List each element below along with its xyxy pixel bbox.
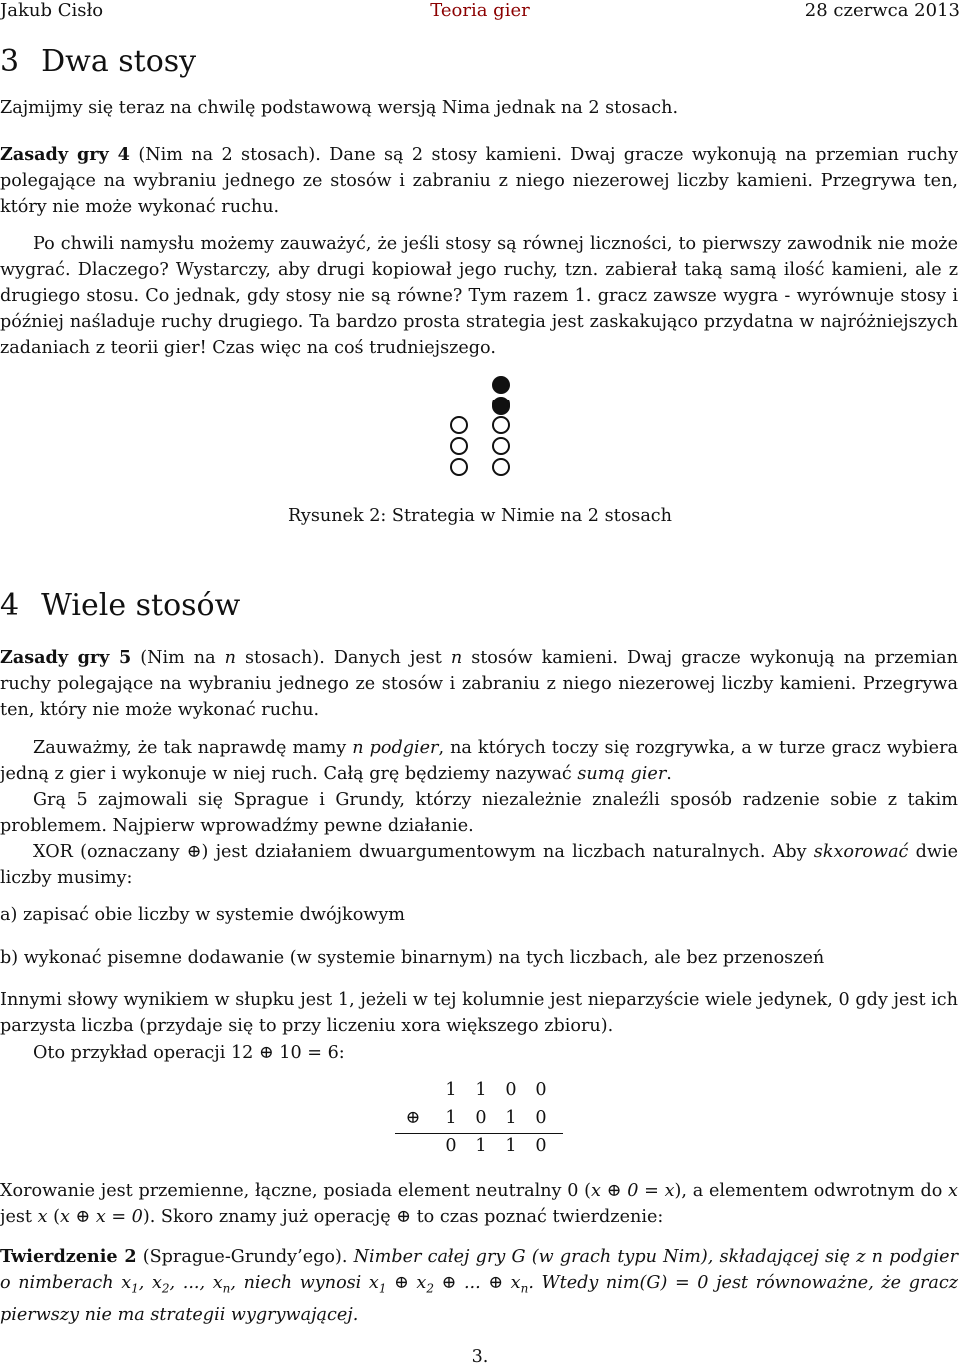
theorem-label: Twierdzenie 2 xyxy=(0,1246,137,1267)
p3-text-a: XOR (oznaczany ⊕) jest działaniem dwuargumentowym na liczbach naturalnych. Aby xyxy=(33,842,814,862)
section-4-heading xyxy=(0,588,240,623)
xor-row-2 xyxy=(395,1108,565,1136)
p3-em: skxorować xyxy=(813,842,909,862)
xor-bit: 0 xyxy=(535,1080,547,1100)
header-author: Jakub Cisło xyxy=(0,0,104,21)
xor-bit: 0 xyxy=(475,1108,487,1128)
rules-5-name-pre: (Nim na xyxy=(140,648,225,668)
xor-sum-line xyxy=(395,1133,563,1134)
theorem-text-c: . Wtedy nim(G) = 0 jest równoważne, że gracz pierwszy nie ma strategii wygrywającej. xyxy=(0,1273,958,1325)
header-title[interactable]: Teoria gier xyxy=(430,0,530,21)
xor-bit: 0 xyxy=(535,1108,547,1128)
section-3-title: Dwa stosy xyxy=(41,44,197,79)
xor-bit: 1 xyxy=(445,1080,457,1100)
p6-math-2: x ⊕ x = 0 xyxy=(59,1207,143,1227)
figure-caption: Rysunek 2: Strategia w Nimie na 2 stosach xyxy=(287,506,672,526)
p6-text-b: ), a elementem odwrotnym do xyxy=(674,1181,949,1201)
p6-var-x1: x xyxy=(948,1181,958,1201)
rules-5-text-pre: Danych jest xyxy=(324,648,451,668)
section-4-paragraph-1 xyxy=(0,735,958,787)
section-3-heading xyxy=(0,44,196,79)
xor-row-result xyxy=(395,1136,565,1164)
p1-text-c: . xyxy=(666,764,672,784)
page-number: 3. xyxy=(471,1347,489,1367)
section-4-number: 4 xyxy=(0,588,20,623)
xor-bit: 1 xyxy=(475,1136,487,1156)
stone xyxy=(493,459,509,475)
theorem-2: Twierdzenie 2 (Sprague-Grundy’ego). Nimber całej gry G (w grach typu Nim), składającej się z n podgier o nimberach $x_1$, $x_2$, ..., $x_n$, niech wynosi $x_1$ ⊕ $x_2$ ⊕ ... ⊕ $x_n$. Wtedy nim(G) = 0 jest równoważne, że gracz pierwszy nie ma strategii wygrywającej. xyxy=(0,1246,958,1325)
section-3-paragraph-2: Po chwili namysłu możemy zauważyć, że jeśli stosy są równej liczności, to pierwszy zawodnik nie może wygrać. Dlaczego? Wystarczy, aby drugi kopiował jego ruchy, tzn. zabierał taką samą ilość kamieni, ale z drugiego stosu. Co jednak, gdy stosy nie są równe? Tym razem 1. gracz zawsze wygra - wyrównuje stosy i później naśladuje ruchy drugiego. Ta bardzo prosta strategia jest zaskakująco przydatna w najróżniejszych zadaniach z teorii gier! Czas więc na coś trudniejszego. xyxy=(0,234,958,358)
rules-4-paragraph xyxy=(0,142,958,220)
section-4-paragraph-5: Oto przykład operacji 12 ⊕ 10 = 6: xyxy=(33,1043,345,1063)
xor-bit: 0 xyxy=(505,1080,517,1100)
rules-5-name-post: stosach). xyxy=(235,648,325,668)
xor-bit: 0 xyxy=(445,1136,457,1156)
xor-example xyxy=(395,1080,565,1164)
stone xyxy=(451,438,467,454)
rules-4-name: (Nim na 2 stosach). xyxy=(138,145,321,165)
p6-text-c: jest xyxy=(0,1207,38,1227)
rules-5-text-post: stosów kamieni. Dwaj gracze wykonują na przemian ruchy polegające na wybraniu jednego ze stosów i zabraniu z niego niezerowej liczby kamieni. Przegrywa ten, który nie może wykonać ruchu. xyxy=(0,648,959,720)
p3-text-b: dwie liczby musimy: xyxy=(0,842,958,888)
p6-var-x2: x xyxy=(37,1207,48,1227)
xor-bit: 1 xyxy=(505,1136,517,1156)
section-4-paragraph-4: Innymi słowy wynikiem w słupku jest 1, jeżeli w tej kolumnie jest nieparzyście wiele jedynek, 0 gdy jest ich parzysta liczba (przydaje się to przy liczeniu xora większego zbioru). xyxy=(0,990,958,1036)
p6-math-1: x ⊕ 0 = x xyxy=(591,1181,675,1201)
p1-text-a: Zauważmy, że tak naprawdę mamy xyxy=(33,738,353,758)
section-4-paragraph-6 xyxy=(0,1178,958,1230)
p6-text-e: ). Skoro znamy już operację ⊕ to czas poznać twierdzenie: xyxy=(142,1207,664,1227)
section-4-paragraph-3 xyxy=(0,839,958,891)
p6-text-d: ( xyxy=(47,1207,60,1227)
list-item-a: a) zapisać obie liczby w systemie dwójkowym xyxy=(0,905,405,925)
stone-taken xyxy=(493,377,509,393)
p1-text-b: , na których toczy się rozgrywka, a w turze gracz wybiera jedną z gier i wykonuje w niej ruch. Całą grę będziemy nazywać xyxy=(0,738,958,784)
xor-bit: 0 xyxy=(535,1136,547,1156)
theorem-text-b: , niech wynosi x xyxy=(230,1273,379,1293)
xor-bit: 1 xyxy=(445,1108,457,1128)
xor-bit: 1 xyxy=(475,1080,487,1100)
xor-row-1 xyxy=(395,1080,565,1108)
rules-5-paragraph xyxy=(0,645,958,723)
rules-5-text-var: n xyxy=(450,648,463,668)
section-4-paragraph-2: Grą 5 zajmowali się Sprague i Grundy, którzy niezależnie znaleźli sposób radzenie sobie z takim problemem. Najpierw wprowadźmy pewne działanie. xyxy=(0,790,958,836)
p1-var: n podgier xyxy=(352,738,439,758)
section-3-number: 3 xyxy=(0,44,20,79)
stone xyxy=(493,438,509,454)
section-4-title: Wiele stosów xyxy=(41,588,241,623)
stone xyxy=(451,459,467,475)
section-3-intro: Zajmijmy się teraz na chwilę podstawową wersją Nima jednak na 2 stosach. xyxy=(0,98,679,118)
stone-taken xyxy=(493,398,509,414)
rules-5-name-var: n xyxy=(224,648,236,668)
rules-5-label: Zasady gry 5 xyxy=(0,647,132,668)
rules-4-text: Dane są 2 stosy kamieni. Dwaj gracze wykonują na przemian ruchy polegające na wybraniu jednego ze stosów i zabraniu z niego niezerowej liczby kamieni. Przegrywa ten, który nie może wykonać ruchu. xyxy=(0,145,959,217)
pile-2-top-stones xyxy=(490,373,520,420)
stone xyxy=(451,417,467,433)
xor-bit: 1 xyxy=(505,1108,517,1128)
theorem-name: (Sprague-Grundy’ego). xyxy=(142,1247,348,1267)
rules-4-label: Zasady gry 4 xyxy=(0,144,130,165)
xor-op: ⊕ xyxy=(405,1108,421,1128)
list-item-b: b) wykonać pisemne dodawanie (w systemie binarnym) na tych liczbach, ale bez przenoszeń xyxy=(0,948,825,968)
running-header xyxy=(0,0,960,22)
p1-em: sumą gier xyxy=(577,764,667,784)
theorem-text-a: Nimber całej gry G (w grach typu Nim), składającej się z n podgier o nimberach x xyxy=(0,1247,958,1293)
pile-1 xyxy=(451,417,467,475)
p6-text-a: Xorowanie jest przemienne, łączne, posiada element neutralny 0 ( xyxy=(0,1181,592,1201)
header-date: 28 czerwca 2013 xyxy=(804,0,960,21)
